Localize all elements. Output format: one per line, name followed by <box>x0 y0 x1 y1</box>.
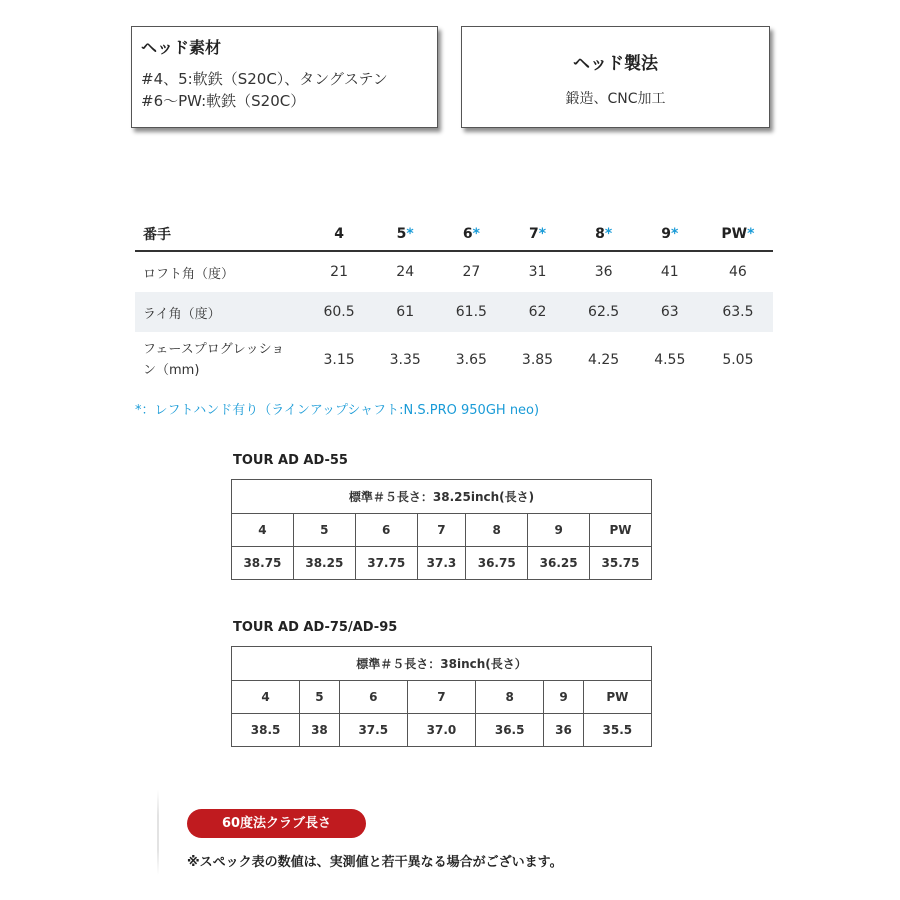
table-cell: 37.0 <box>407 714 475 747</box>
shaft-2-caption: 標準＃５長さ：38inch(長さ） <box>232 647 652 681</box>
table-cell: 37.5 <box>339 714 407 747</box>
table-cell: 8 <box>466 514 528 547</box>
table-cell: 36 <box>544 714 583 747</box>
table-cell: 36.5 <box>476 714 544 747</box>
spec-table <box>135 217 773 388</box>
table-cell: 9 <box>528 514 590 547</box>
table-cell: PW <box>583 681 651 714</box>
table-cell: 5 <box>293 514 355 547</box>
spec-header-cell: 7* <box>504 217 570 251</box>
table-cell: 36.25 <box>528 547 590 580</box>
table-row <box>232 480 652 514</box>
table-row <box>135 332 773 388</box>
table-cell: 3.35 <box>372 332 438 388</box>
table-cell: 37.3 <box>417 547 466 580</box>
table-cell: 63.5 <box>703 292 773 332</box>
table-cell: 21 <box>306 251 372 292</box>
table-cell: 5.05 <box>703 332 773 388</box>
table-cell: 8 <box>476 681 544 714</box>
table-cell: 41 <box>637 251 703 292</box>
table-row <box>232 714 652 747</box>
spec-header-cell: 6* <box>438 217 504 251</box>
spec-header-row <box>135 217 773 251</box>
table-row <box>232 514 652 547</box>
spec-header-cell: 5* <box>372 217 438 251</box>
shaft-1-caption: 標準＃５長さ：38.25inch(長さ) <box>232 480 652 514</box>
row-label: ロフト角（度） <box>135 251 306 292</box>
lefty-star: * <box>538 225 547 242</box>
table-cell: 4.25 <box>571 332 637 388</box>
head-material-box <box>131 26 438 128</box>
table-cell: 62.5 <box>571 292 637 332</box>
table-cell: 6 <box>339 681 407 714</box>
table-cell: 6 <box>355 514 417 547</box>
lefty-note: *：レフトハンド有り（ラインアップシャフト:N.S.PRO 950GH neo) <box>135 403 540 418</box>
table-row <box>232 647 652 681</box>
table-cell: 4 <box>232 514 294 547</box>
table-cell: 35.75 <box>590 547 652 580</box>
table-cell: 3.15 <box>306 332 372 388</box>
row-label <box>135 332 306 388</box>
table-cell: 3.65 <box>438 332 504 388</box>
table-row <box>232 681 652 714</box>
lefty-star: * <box>472 225 480 242</box>
table-cell: 35.5 <box>583 714 651 747</box>
divider <box>157 790 159 875</box>
lefty-star: * <box>604 225 613 242</box>
spec-header-cell: PW* <box>703 217 773 251</box>
table-cell: 38.75 <box>232 547 294 580</box>
table-cell: 38.5 <box>232 714 300 747</box>
shaft-2-table <box>231 646 652 747</box>
table-cell: 27 <box>438 251 504 292</box>
spec-header-cell: 番手 <box>135 217 306 251</box>
table-row <box>232 547 652 580</box>
spec-header-cell: 8* <box>571 217 637 251</box>
table-cell: 60.5 <box>306 292 372 332</box>
table-cell: 36.75 <box>466 547 528 580</box>
row-label: ライ角（度） <box>135 292 306 332</box>
head-material-title: ヘッド素材 <box>141 38 222 57</box>
table-cell: 7 <box>407 681 475 714</box>
shaft-1-title: TOUR AD AD-55 <box>233 453 348 468</box>
table-cell: 24 <box>372 251 438 292</box>
lefty-star: * <box>670 225 679 242</box>
table-cell: 3.85 <box>504 332 570 388</box>
club-length-badge: 60度法クラブ長さ <box>187 809 366 838</box>
table-row <box>135 292 773 332</box>
lefty-star: * <box>406 225 414 242</box>
head-material-line-2: #6～PW:軟鉄（S20C） <box>141 92 306 110</box>
spec-header-cell: 4 <box>306 217 372 251</box>
head-method-title: ヘッド製法 <box>573 54 658 74</box>
spec-header-cell: 9* <box>637 217 703 251</box>
table-cell: 63 <box>637 292 703 332</box>
table-cell: 62 <box>504 292 570 332</box>
shaft-2-title: TOUR AD AD-75/AD-95 <box>233 620 398 635</box>
row-label-text: フェースプログレッション（mm) <box>143 342 285 378</box>
table-cell: 46 <box>703 251 773 292</box>
table-cell: 9 <box>544 681 583 714</box>
head-material-line-1: #4、5:軟鉄（S20C）、タングステン <box>141 70 388 88</box>
table-cell: 37.75 <box>355 547 417 580</box>
table-cell: 7 <box>417 514 466 547</box>
shaft-1-table <box>231 479 652 580</box>
table-cell: 5 <box>300 681 339 714</box>
table-cell: 61 <box>372 292 438 332</box>
table-cell: 4 <box>232 681 300 714</box>
table-row <box>135 251 773 292</box>
table-cell: PW <box>590 514 652 547</box>
table-cell: 38.25 <box>293 547 355 580</box>
table-cell: 4.55 <box>637 332 703 388</box>
table-cell: 38 <box>300 714 339 747</box>
table-cell: 31 <box>504 251 570 292</box>
table-cell: 36 <box>571 251 637 292</box>
lefty-star: * <box>747 225 755 242</box>
head-method-box <box>461 26 770 128</box>
disclaimer-text: ※スペック表の数値は、実測値と若干異なる場合がございます。 <box>187 855 563 870</box>
head-method-line: 鍛造、CNC加工 <box>565 91 666 107</box>
table-cell: 61.5 <box>438 292 504 332</box>
